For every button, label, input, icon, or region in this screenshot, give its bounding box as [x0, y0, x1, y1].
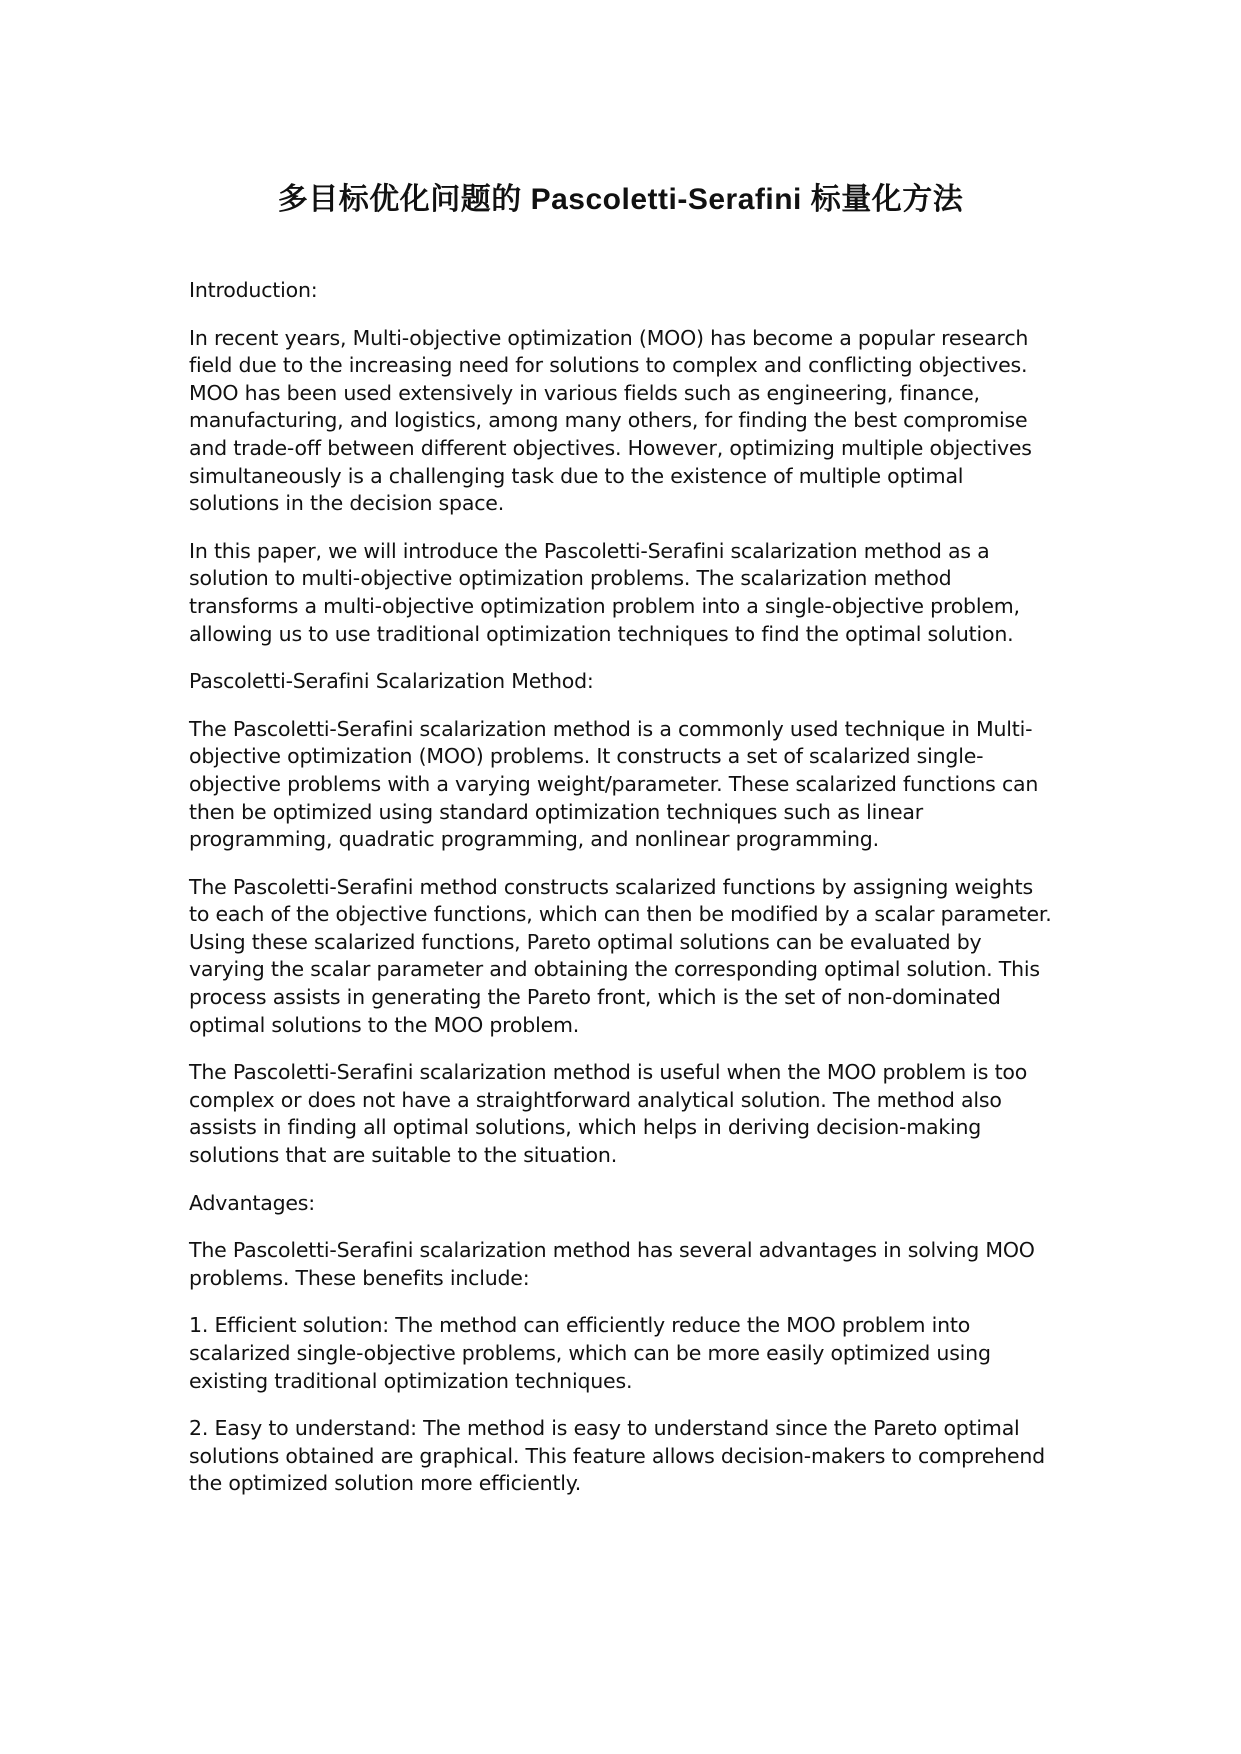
page-title: 多目标优化问题的 Pascoletti-Serafini 标量化方法 [277, 183, 964, 216]
list-item: 1. Efficient solution: The method can efficiently reduce the MOO problem into scalarized single-objective problems, which can be more easily optimized using existing traditional optimization techniques. [189, 1313, 991, 1393]
paragraph: The Pascoletti-Serafini scalarization method has several advantages in solving MOO problems. These benefits include: [189, 1238, 1035, 1290]
paragraph: The Pascoletti-Serafini method constructs scalarized functions by assigning weights to each of the objective functions, which can then be modified by a scalar parameter. Using these scalarized functions, Pareto optimal solutions can be evaluated by varying the scalar parameter and obtaining the corresponding optimal solution. This process assists in generating the Pareto front, which is the set of non-dominated optimal solutions to the MOO problem. [189, 874, 1052, 1037]
paragraph: The Pascoletti-Serafini scalarization method is a commonly used technique in Multi- objective optimization (MOO) problems. It constructs a set of scalarized single- objective problems with a varying weight/parameter. These scalarized functions can then be optimized using standard optimization techniques such as linear programming, quadratic programming, and nonlinear programming. [189, 716, 1039, 852]
section-heading-method: Pascoletti-Serafini Scalarization Method: [189, 669, 594, 694]
paragraph: In this paper, we will introduce the Pascoletti-Serafini scalarization method as a solution to multi-objective optimization problems. The scalarization method transforms a multi-objective optimization problem into a single-objective problem, allowing us to use traditional optimization techniques to find the optimal solution. [189, 538, 1020, 646]
paragraph: In recent years, Multi-objective optimization (MOO) has become a popular research field due to the increasing need for solutions to complex and conflicting objectives. MOO has been used extensively in various fields such as engineering, finance, manufacturing, and logistics, among many others, for finding the best compromise and trade-off between different objectives. However, optimizing multiple objectives simultaneously is a challenging task due to the existence of multiple optimal solutions in the decision space. [189, 325, 1032, 516]
document-body [189, 277, 1084, 1518]
list-item: 2. Easy to understand: The method is easy to understand since the Pareto optimal solutions obtained are graphical. This feature allows decision-makers to comprehend the optimized solution more efficiently. [189, 1416, 1045, 1496]
section-heading-introduction: Introduction: [189, 278, 318, 302]
paragraph: The Pascoletti-Serafini scalarization method is useful when the MOO problem is too complex or does not have a straightforward analytical solution. The method also assists in finding all optimal solutions, which helps in deriving decision-making solutions that are suitable to the situation. [189, 1060, 1028, 1168]
section-heading-advantages: Advantages: [189, 1190, 315, 1215]
